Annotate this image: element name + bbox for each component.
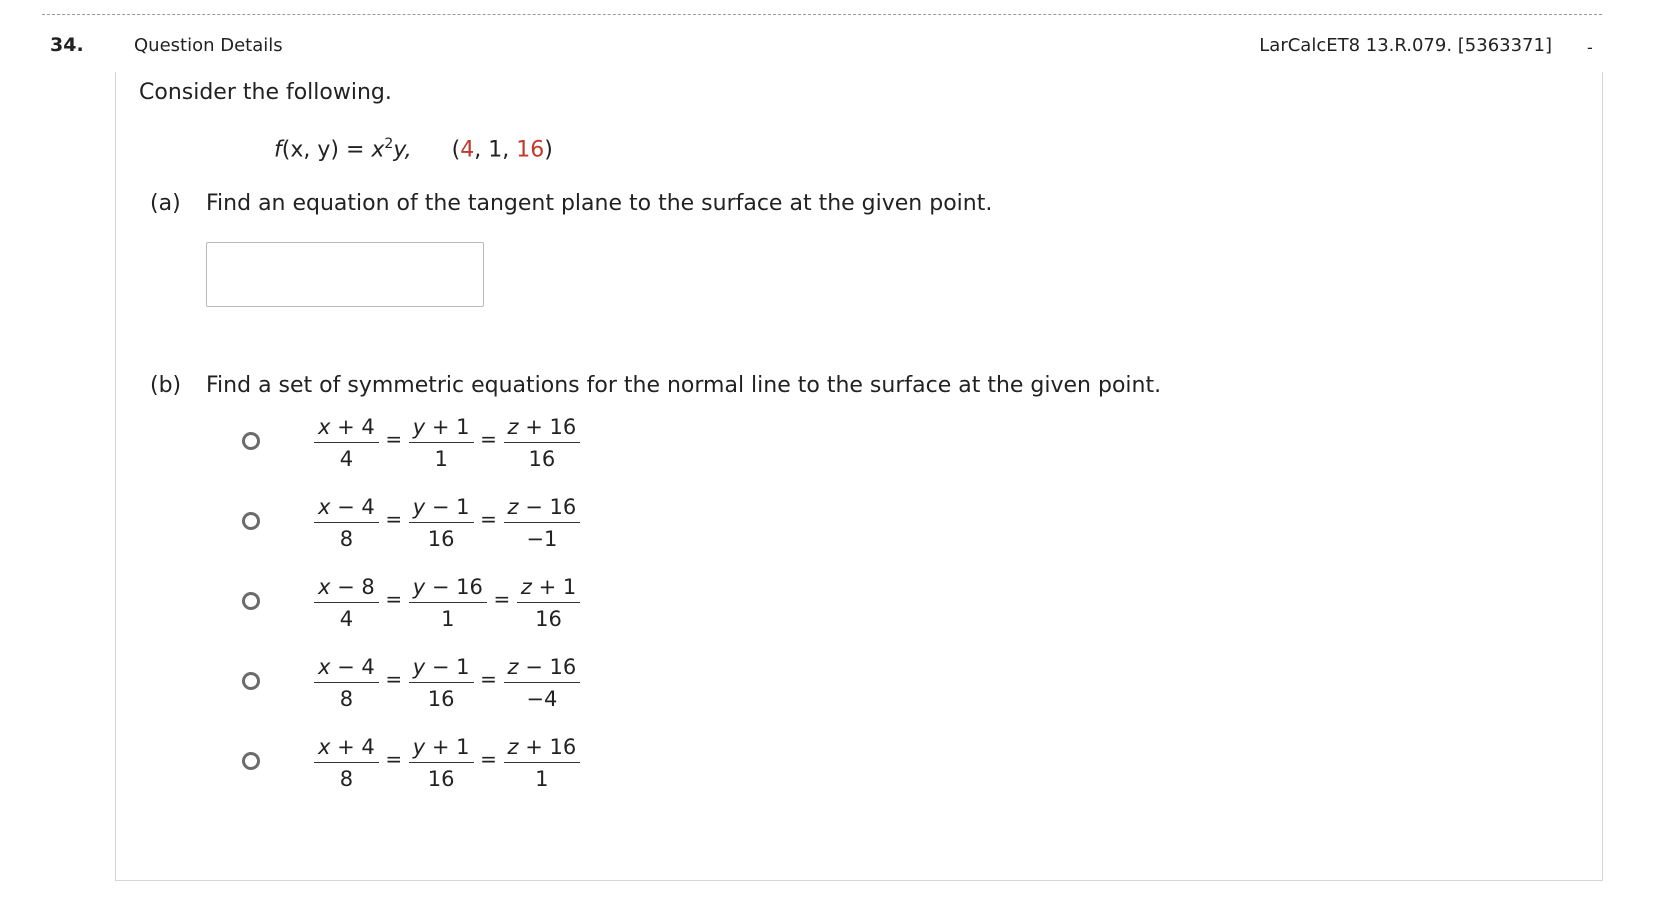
part-a-text: Find an equation of the tangent plane to the surface at the given point. <box>206 191 993 216</box>
question-source: LarCalcET8 13.R.079. [5363371] <box>1259 35 1552 56</box>
fraction-x: $\frac{x + 4}{4}$ <box>314 412 379 473</box>
radio-button[interactable] <box>242 592 260 610</box>
option-equation: $\frac{x + 4}{4}$ = $\frac{y + 1}{1}$ = $\frac{z + 16}{16}$ <box>314 412 580 476</box>
fraction-x: $\frac{x - 8}{4}$ <box>314 572 379 633</box>
option-4[interactable] <box>230 652 630 716</box>
option-equation: $\frac{x + 4}{8}$ = $\frac{y + 1}{16}$ = $\frac{z + 16}{1}$ <box>314 732 580 796</box>
tangent-plane-answer-input[interactable] <box>206 242 484 307</box>
fraction-y: $\frac{y - 16}{1}$ <box>409 572 487 633</box>
fraction-x: $\frac{x + 4}{8}$ <box>314 732 379 793</box>
fraction-y: $\frac{y + 1}{1}$ <box>409 412 474 473</box>
point-y: 1 <box>488 137 503 163</box>
option-3[interactable] <box>230 572 630 636</box>
fraction-z: $\frac{z - 16}{-4}$ <box>504 652 581 713</box>
fraction-x: $\frac{x - 4}{8}$ <box>314 652 379 713</box>
collapse-marker[interactable]: - <box>1587 38 1593 57</box>
part-a-label: (a) <box>150 191 181 216</box>
part-a <box>150 191 992 216</box>
fraction-z: $\frac{z + 16}{16}$ <box>504 412 581 473</box>
fraction-z: $\frac{z + 16}{1}$ <box>504 732 581 793</box>
point-x: 4 <box>460 137 475 163</box>
option-equation: $\frac{x - 4}{8}$ = $\frac{y - 1}{16}$ = $\frac{z - 16}{-1}$ <box>314 492 580 556</box>
radio-button[interactable] <box>242 512 260 530</box>
part-b-label: (b) <box>150 373 182 398</box>
part-b <box>150 373 1161 398</box>
point: (4, 1, 16) <box>451 137 553 163</box>
fraction-y: $\frac{y - 1}{16}$ <box>409 652 474 713</box>
function-name: f <box>274 137 282 163</box>
part-b-text: Find a set of symmetric equations for the normal line to the surface at the given point. <box>206 373 1162 398</box>
option-5[interactable] <box>230 732 630 796</box>
fraction-z: $\frac{z + 1}{16}$ <box>517 572 580 633</box>
function-exponent: 2 <box>384 136 394 152</box>
function-args: (x, y) <box>281 137 339 163</box>
option-1[interactable] <box>230 412 630 476</box>
function-expression <box>274 136 553 162</box>
radio-button[interactable] <box>242 752 260 770</box>
question-number: 34. <box>50 34 84 56</box>
option-equation: $\frac{x - 4}{8}$ = $\frac{y - 1}{16}$ = $\frac{z - 16}{-4}$ <box>314 652 580 716</box>
question-intro: Consider the following. <box>139 80 392 105</box>
fraction-y: $\frac{y + 1}{16}$ <box>409 732 474 793</box>
point-z: 16 <box>516 137 545 163</box>
radio-button[interactable] <box>242 432 260 450</box>
fraction-x: $\frac{x - 4}{8}$ <box>314 492 379 553</box>
function-equals: = <box>345 137 365 163</box>
function-tail: y, <box>393 137 412 163</box>
top-divider <box>42 14 1602 15</box>
fraction-y: $\frac{y - 1}{16}$ <box>409 492 474 553</box>
fraction-z: $\frac{z - 16}{-1}$ <box>504 492 581 553</box>
function-base: x <box>371 137 385 163</box>
radio-button[interactable] <box>242 672 260 690</box>
option-2[interactable] <box>230 492 630 556</box>
question-details-link[interactable]: Question Details <box>134 35 283 56</box>
option-equation: $\frac{x - 8}{4}$ = $\frac{y - 16}{1}$ = $\frac{z + 1}{16}$ <box>314 572 580 636</box>
